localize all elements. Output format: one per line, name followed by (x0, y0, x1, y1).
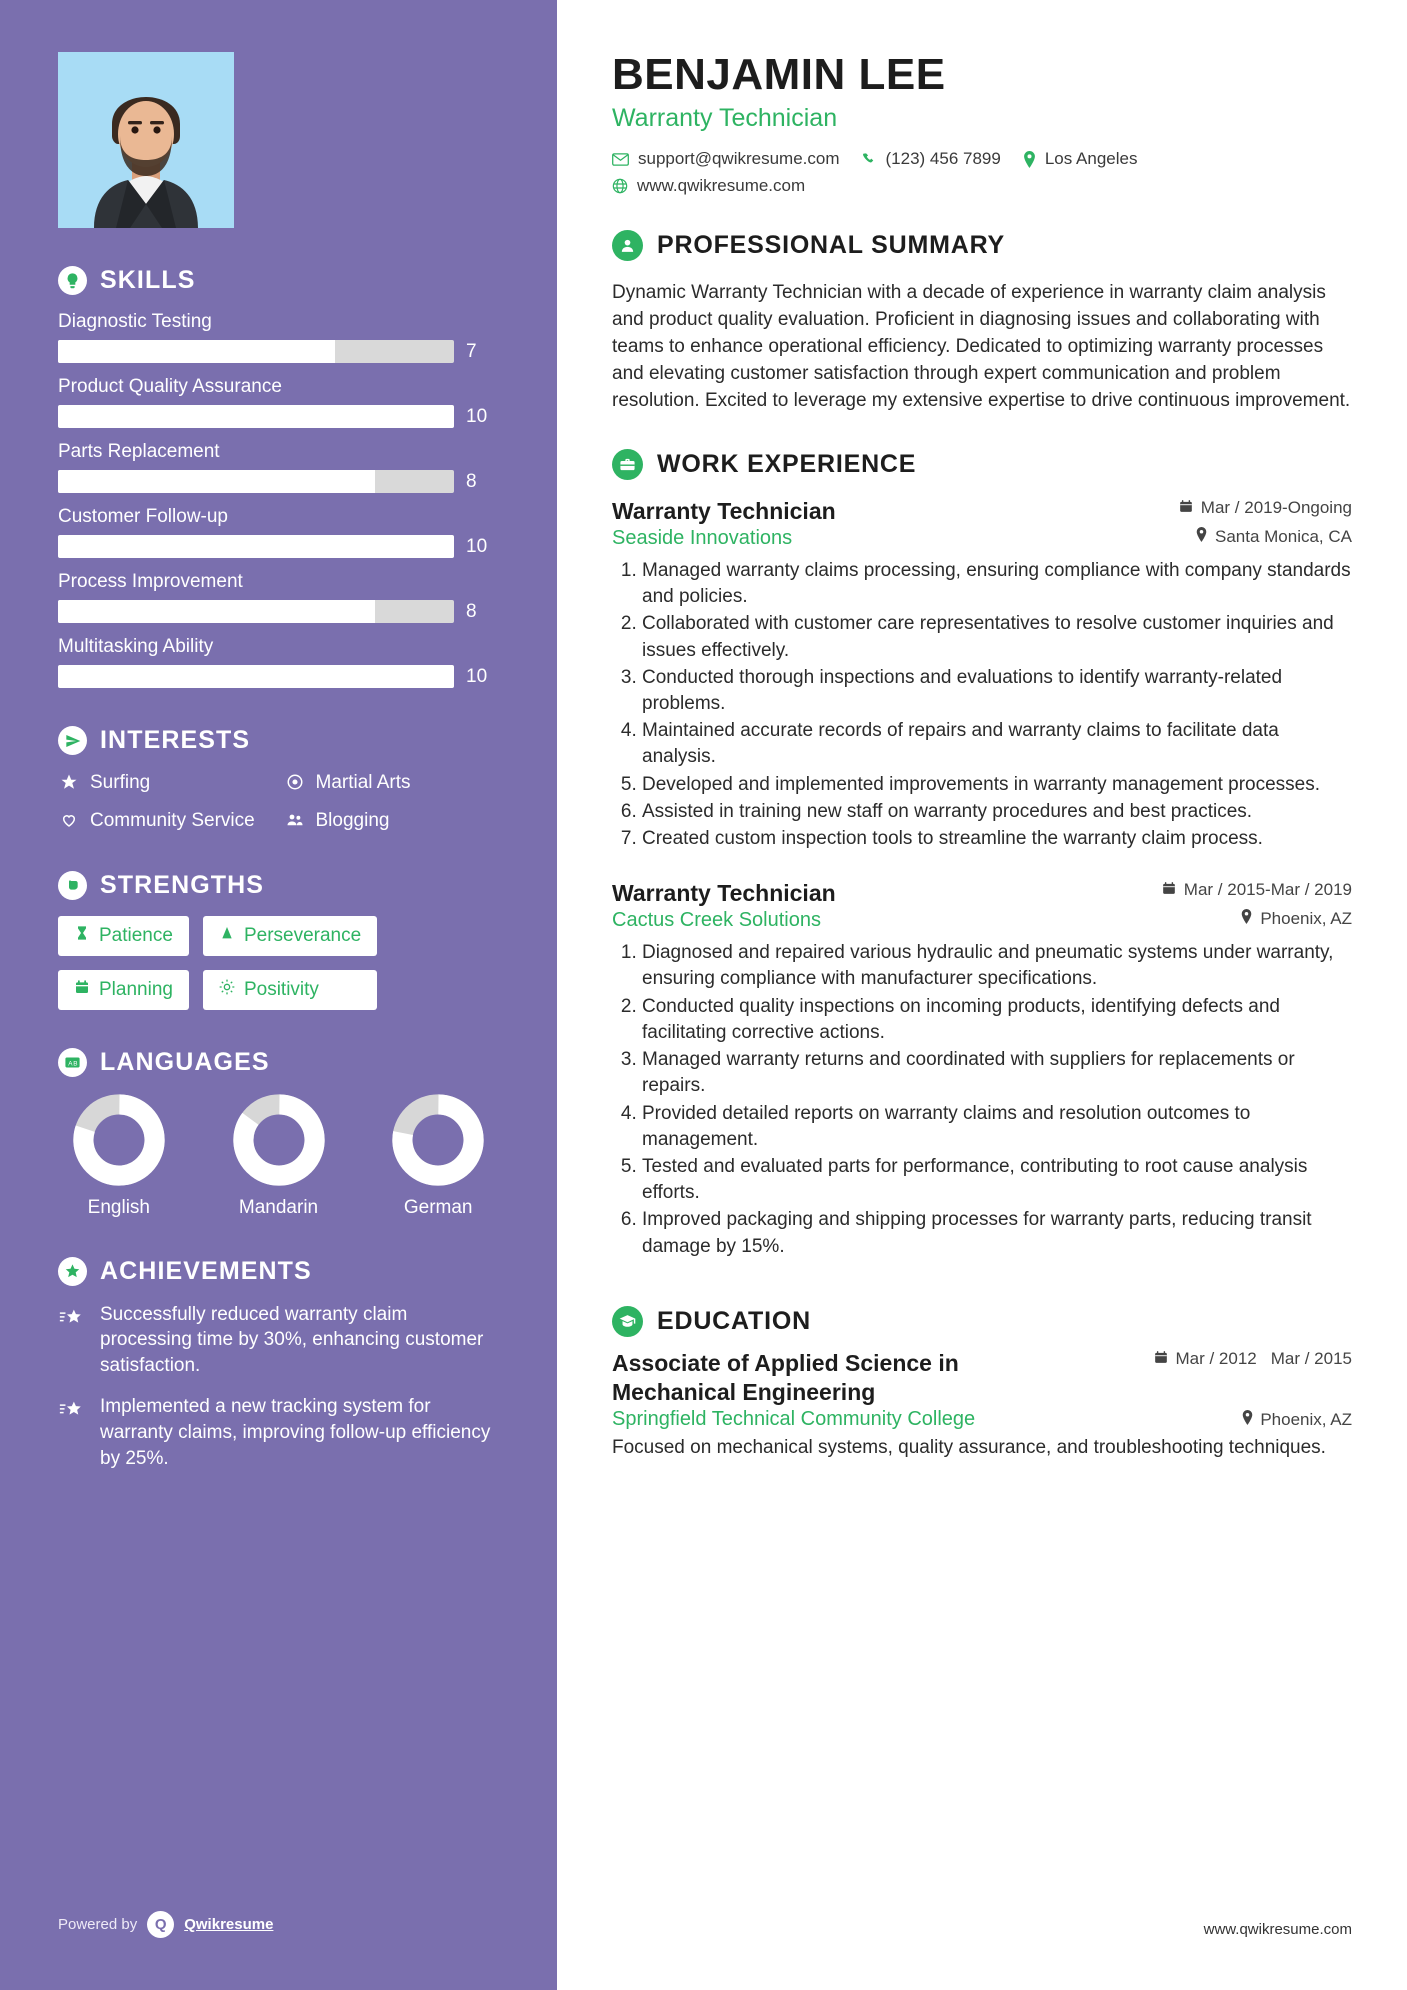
strengths-list (58, 916, 499, 1010)
job-entry (612, 498, 1352, 852)
job-dates-text: Mar / 2019-Ongoing (1200, 497, 1352, 517)
strength-label: Patience (99, 924, 173, 946)
person-icon (612, 230, 643, 261)
award-star-icon (58, 1394, 88, 1427)
job-location-text: Santa Monica, CA (1214, 526, 1352, 546)
interest-label: Blogging (315, 809, 390, 831)
qwikresume-link[interactable]: Qwikresume (184, 1916, 274, 1933)
interest-item (284, 809, 500, 833)
graduation-cap-icon (612, 1306, 643, 1337)
email-contact[interactable] (612, 149, 840, 169)
svg-text:B: B (73, 1059, 78, 1067)
map-pin-icon (1242, 1410, 1253, 1430)
summary-text: Dynamic Warranty Technician with a decade of experience in warranty claim analysis and product quality evaluation. Proficient in diagnosing issues and collaborating with teams to enhance operational efficiency. Dedicated to optimizing warranty processes and elevating customer satisfaction through expert communication and problem resolution. Excited to leverage my extensive expertise to drive continuous improvement. (612, 282, 1351, 411)
interest-item (58, 771, 274, 795)
summary-title: PROFESSIONAL SUMMARY (657, 231, 1005, 259)
lightbulb-icon (58, 266, 87, 295)
achievements-list (58, 1302, 499, 1472)
sun-icon (219, 979, 235, 1001)
achievements-title: ACHIEVEMENTS (100, 1256, 312, 1285)
education-dates (1154, 1349, 1352, 1369)
avatar (58, 52, 234, 228)
job-location (1196, 527, 1352, 547)
strength-label: Positivity (243, 978, 319, 1000)
website-text: www.qwikresume.com (637, 176, 806, 195)
phone-text: (123) 456 7899 (885, 149, 1001, 168)
job-company: Cactus Creek Solutions (612, 909, 821, 932)
main-content (557, 0, 1407, 1990)
skill-bar (58, 600, 454, 623)
interests-title: INTERESTS (100, 726, 251, 754)
mountain-icon (219, 925, 235, 947)
job-entry (612, 880, 1352, 1260)
job-bullet: 2. Conducted quality inspections on incoming products, identifying defects and facilitating corrective actions. (642, 994, 1352, 1046)
education-entry (612, 1349, 1352, 1462)
qwikresume-logo-icon: Q (147, 1911, 174, 1938)
paper-plane-icon (58, 726, 87, 755)
skill-label: Product Quality Assurance (58, 376, 282, 397)
globe-icon (612, 178, 628, 194)
interest-item (58, 809, 274, 833)
job-bullet: 3. Managed warranty returns and coordinated with suppliers for replacements or repairs. (642, 1047, 1352, 1099)
job-bullet: 3. Conducted thorough inspections and evaluations to identify warranty-related problems. (642, 665, 1352, 717)
star-icon (58, 771, 80, 791)
skills-section-header (58, 266, 499, 295)
job-company: Seaside Innovations (612, 526, 793, 549)
map-pin-icon (1023, 151, 1036, 168)
skill-label: Diagnostic Testing (58, 311, 212, 332)
skill-label: Process Improvement (58, 571, 243, 592)
job-bullet: 2. Collaborated with customer care representatives to resolve customer inquiries and issues effectively. (642, 611, 1352, 663)
languages-list (58, 1093, 499, 1219)
language-label: Mandarin (238, 1196, 319, 1218)
job-bullets (612, 940, 1352, 1260)
skill-value: 7 (466, 340, 477, 362)
education-location-text: Phoenix, AZ (1260, 1409, 1352, 1429)
award-star-icon (58, 1302, 88, 1335)
summary-section-header (612, 230, 1352, 261)
phone-icon (862, 152, 877, 167)
job-title: Warranty Technician (612, 880, 836, 907)
skill-label: Multitasking Ability (58, 636, 214, 657)
skill-item (58, 376, 499, 428)
map-pin-icon (1241, 909, 1252, 929)
language-donut (218, 1093, 340, 1187)
powered-by-label: Powered by (58, 1916, 138, 1933)
job-bullets (612, 558, 1352, 852)
calendar-icon (74, 979, 90, 1001)
job-bullet: 4. Maintained accurate records of repairs and warranty claims to facilitate data analysis. (642, 718, 1352, 770)
sidebar (0, 0, 557, 1990)
interest-label: Community Service (90, 809, 255, 831)
interest-label: Martial Arts (315, 772, 411, 793)
job-dates (1179, 498, 1352, 518)
map-pin-icon (1196, 527, 1207, 547)
education-degree: Associate of Applied Science in Mechanical Engineering (612, 1349, 959, 1405)
job-bullet: 4. Provided detailed reports on warranty claims and resolution outcomes to management. (642, 1101, 1352, 1153)
skill-item (58, 571, 499, 623)
calendar-icon (1162, 880, 1176, 900)
phone-contact[interactable] (862, 149, 1001, 169)
strength-item (58, 970, 189, 1010)
education-description: Focused on mechanical systems, quality assurance, and troubleshooting techniques. (612, 1437, 1326, 1459)
job-bullet: 1. Managed warranty claims processing, ensuring compliance with company standards and policies. (642, 558, 1352, 610)
work-section-header (612, 449, 1352, 480)
job-bullet: 6. Improved packaging and shipping processes for warranty parts, reducing transit damage by 15%. (642, 1207, 1352, 1259)
job-dates (1162, 880, 1352, 900)
skills-title: SKILLS (100, 266, 196, 294)
skill-bar (58, 470, 454, 493)
skill-bar (58, 535, 454, 558)
job-bullet: 5. Developed and implemented improvements in warranty management processes. (642, 772, 1352, 798)
education-title: EDUCATION (657, 1306, 811, 1335)
skill-bar (58, 405, 454, 428)
website-contact[interactable] (612, 176, 805, 196)
people-icon (284, 809, 306, 829)
location-contact (1023, 149, 1138, 169)
achievements-section-header (58, 1257, 499, 1286)
job-dates-text: Mar / 2015-Mar / 2019 (1183, 880, 1352, 900)
skill-value: 10 (466, 535, 488, 557)
strength-item (203, 916, 377, 956)
contact-row-1 (612, 149, 1352, 169)
strength-item (203, 970, 377, 1010)
skill-item (58, 636, 499, 688)
achievement-item (58, 1302, 499, 1379)
skill-value: 10 (466, 665, 488, 687)
job-bullet: 6. Assisted in training new staff on warranty procedures and best practices. (642, 799, 1352, 825)
strength-item (58, 916, 189, 956)
skill-value: 8 (466, 470, 477, 492)
interests-section-header (58, 726, 499, 755)
skill-item (58, 506, 499, 558)
powered-by[interactable] (58, 1911, 273, 1938)
calendar-icon (1179, 498, 1193, 518)
skill-item (58, 311, 499, 363)
job-role-subtitle: Warranty Technician (612, 104, 838, 132)
language-item (218, 1093, 340, 1219)
badge-star-icon (58, 1257, 87, 1286)
avatar-photo (58, 52, 234, 228)
education-school: Springfield Technical Community College (612, 1408, 976, 1431)
languages-section-header (58, 1048, 499, 1077)
skill-value: 8 (466, 600, 477, 622)
education-section-header (612, 1306, 1352, 1337)
skill-label: Customer Follow-up (58, 506, 228, 527)
education-date-from: Mar / 2012 (1175, 1349, 1257, 1369)
job-bullet: 5. Tested and evaluated parts for performance, contributing to root cause analysis efforts. (642, 1154, 1352, 1206)
target-icon (284, 771, 306, 791)
footer-website: www.qwikresume.com (1203, 1921, 1352, 1938)
job-bullet: 1. Diagnosed and repaired various hydraulic and pneumatic systems under warranty, ensuring compliance with manufacturer specifications. (642, 940, 1352, 992)
interest-item (284, 771, 500, 795)
job-title: Warranty Technician (612, 497, 836, 524)
achievement-text: Implemented a new tracking system for warranty claims, improving follow-up efficiency by 25%. (100, 1396, 491, 1469)
skill-label: Parts Replacement (58, 441, 220, 462)
achievement-item (58, 1394, 499, 1471)
language-item (377, 1093, 499, 1219)
envelope-icon (612, 153, 629, 166)
skill-item (58, 441, 499, 493)
strengths-title: STRENGTHS (100, 870, 265, 899)
heart-icon (58, 809, 80, 829)
work-title: WORK EXPERIENCE (657, 449, 917, 478)
achievement-text: Successfully reduced warranty claim processing time by 30%, enhancing customer satisfaction. (100, 1303, 484, 1376)
svg-text:A: A (68, 1059, 73, 1067)
contact-row-2 (612, 176, 1352, 196)
interest-label: Surfing (90, 772, 151, 793)
strength-label: Planning (99, 978, 173, 1000)
skill-bar (58, 340, 454, 363)
language-label: English (87, 1196, 150, 1218)
job-location-text: Phoenix, AZ (1260, 909, 1352, 929)
languages-title: LANGUAGES (100, 1047, 270, 1076)
education-location (1242, 1408, 1352, 1431)
job-bullet: 7. Created custom inspection tools to streamline the warranty claim process. (642, 826, 1352, 852)
skill-bar (58, 665, 454, 688)
calendar-icon (1154, 1349, 1168, 1369)
skill-value: 10 (466, 405, 488, 427)
fist-icon (58, 871, 87, 900)
page-title: BENJAMIN LEE (612, 50, 946, 99)
location-text: Los Angeles (1044, 149, 1138, 168)
language-donut (58, 1093, 180, 1187)
translate-icon (58, 1048, 87, 1077)
language-donut (377, 1093, 499, 1187)
job-location (1241, 909, 1352, 929)
strengths-section-header (58, 871, 499, 900)
education-date-to: Mar / 2015 (1270, 1349, 1352, 1369)
strength-label: Perseverance (243, 924, 362, 946)
briefcase-icon (612, 449, 643, 480)
interests-list (58, 771, 499, 833)
language-item (58, 1093, 180, 1219)
email-text: support@qwikresume.com (638, 149, 840, 168)
hourglass-icon (74, 925, 90, 947)
skills-list (58, 311, 499, 688)
language-label: German (403, 1196, 473, 1218)
